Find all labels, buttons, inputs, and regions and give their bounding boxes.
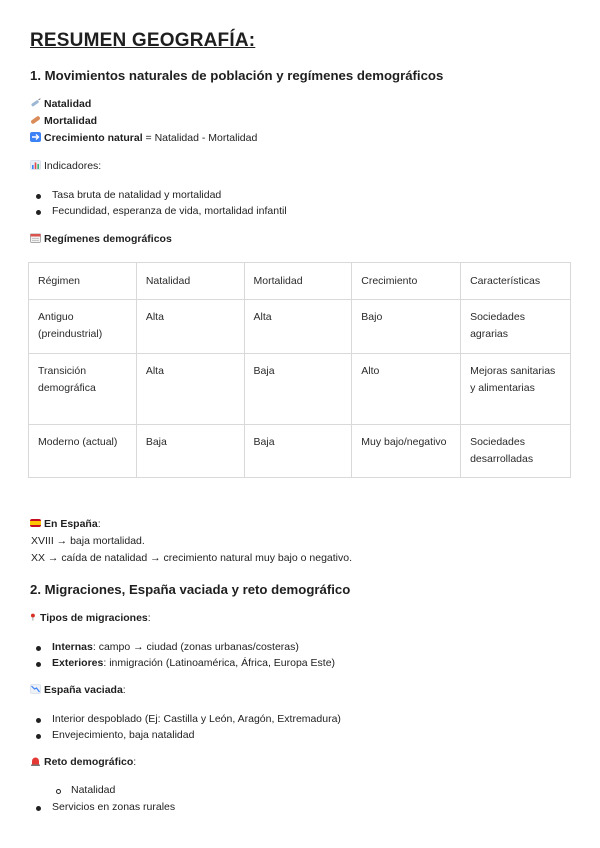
right-arrow-icon [30, 132, 41, 142]
list-item: Servicios en zonas rurales [52, 801, 176, 813]
list-item: Fecundidad, esperanza de vida, mortalidad infantil [52, 205, 287, 217]
bullet [36, 734, 41, 739]
sub-bullet [56, 789, 61, 794]
mortalidad-line: Mortalidad [30, 115, 97, 127]
tipos-label: Tipos de migraciones: [30, 612, 151, 624]
list-subitem: Natalidad [71, 784, 116, 796]
table-cell: Alto [352, 354, 461, 425]
list-item-exteriores: Exteriores: inmigración (Latinoamérica, África, Europa Este) [52, 657, 336, 669]
syringe-icon [30, 98, 41, 108]
table-cell: Muy bajo/negativo [352, 425, 461, 478]
bullet [36, 806, 41, 811]
table-cell: Baja [244, 354, 352, 425]
table-header-cell: Crecimiento [352, 263, 461, 300]
table-cell: Mejoras sanitarias y alimentarias [461, 354, 571, 425]
bullet [36, 646, 41, 651]
table-cell: Antiguo (preindustrial) [29, 300, 137, 354]
table-cell: Alta [136, 300, 244, 354]
table-cell: Alta [244, 300, 352, 354]
reto-label: Reto demográfico: [30, 756, 136, 768]
table-row [29, 354, 571, 425]
section-1-heading: 1. Movimientos naturales de población y regímenes demográficos [30, 68, 444, 83]
chart-decreasing-icon [30, 684, 41, 694]
bullet [36, 718, 41, 723]
page-title: RESUMEN GEOGRAFÍA: [30, 30, 256, 51]
espana-line: XX → caída de natalidad → crecimiento natural muy bajo o negativo. [31, 552, 353, 564]
table-header-cell: Natalidad [136, 263, 244, 300]
crecimiento-line: Crecimiento natural = Natalidad - Mortalidad [30, 132, 257, 144]
list-item: Tasa bruta de natalidad y mortalidad [52, 189, 222, 201]
regimes-table [28, 262, 571, 478]
pin-icon [30, 612, 38, 622]
table-cell: Transición demográfica [29, 354, 137, 425]
table-header-cell: Régimen [29, 263, 137, 300]
table-cell: Baja [244, 425, 352, 478]
section-2-heading: 2. Migraciones, España vaciada y reto demográfico [30, 582, 351, 597]
bullet [36, 194, 41, 199]
list-item: Envejecimiento, baja natalidad [52, 729, 195, 741]
alarm-light-icon [30, 756, 41, 766]
bandage-icon [30, 115, 41, 125]
vaciada-label: España vaciada: [30, 684, 126, 696]
list-item-internas: Internas: campo → ciudad (zonas urbanas/costeras) [52, 641, 299, 653]
bar-chart-icon [30, 160, 41, 170]
bullet [36, 662, 41, 667]
list-item: Interior despoblado (Ej: Castilla y León, Aragón, Extremadura) [52, 713, 341, 725]
espana-line: XVIII → baja mortalidad. [31, 535, 145, 547]
table-cell: Bajo [352, 300, 461, 354]
calendar-icon [30, 233, 41, 243]
natalidad-line: Natalidad [30, 98, 91, 110]
indicadores-label: Indicadores: [30, 160, 101, 172]
table-cell: Sociedades desarrolladas [461, 425, 571, 478]
bullet [36, 210, 41, 215]
table-header-cell: Mortalidad [244, 263, 352, 300]
table-row [29, 300, 571, 354]
regimenes-label: Regímenes demográficos [30, 233, 172, 245]
espana-label: En España: [30, 518, 101, 530]
table-header-cell: Características [461, 263, 571, 300]
spain-flag-icon [30, 519, 41, 527]
table-header-row [29, 263, 571, 300]
table-cell: Sociedades agrarias [461, 300, 571, 354]
table-cell: Alta [136, 354, 244, 425]
table-cell: Moderno (actual) [29, 425, 137, 478]
table-row [29, 425, 571, 478]
table-cell: Baja [136, 425, 244, 478]
